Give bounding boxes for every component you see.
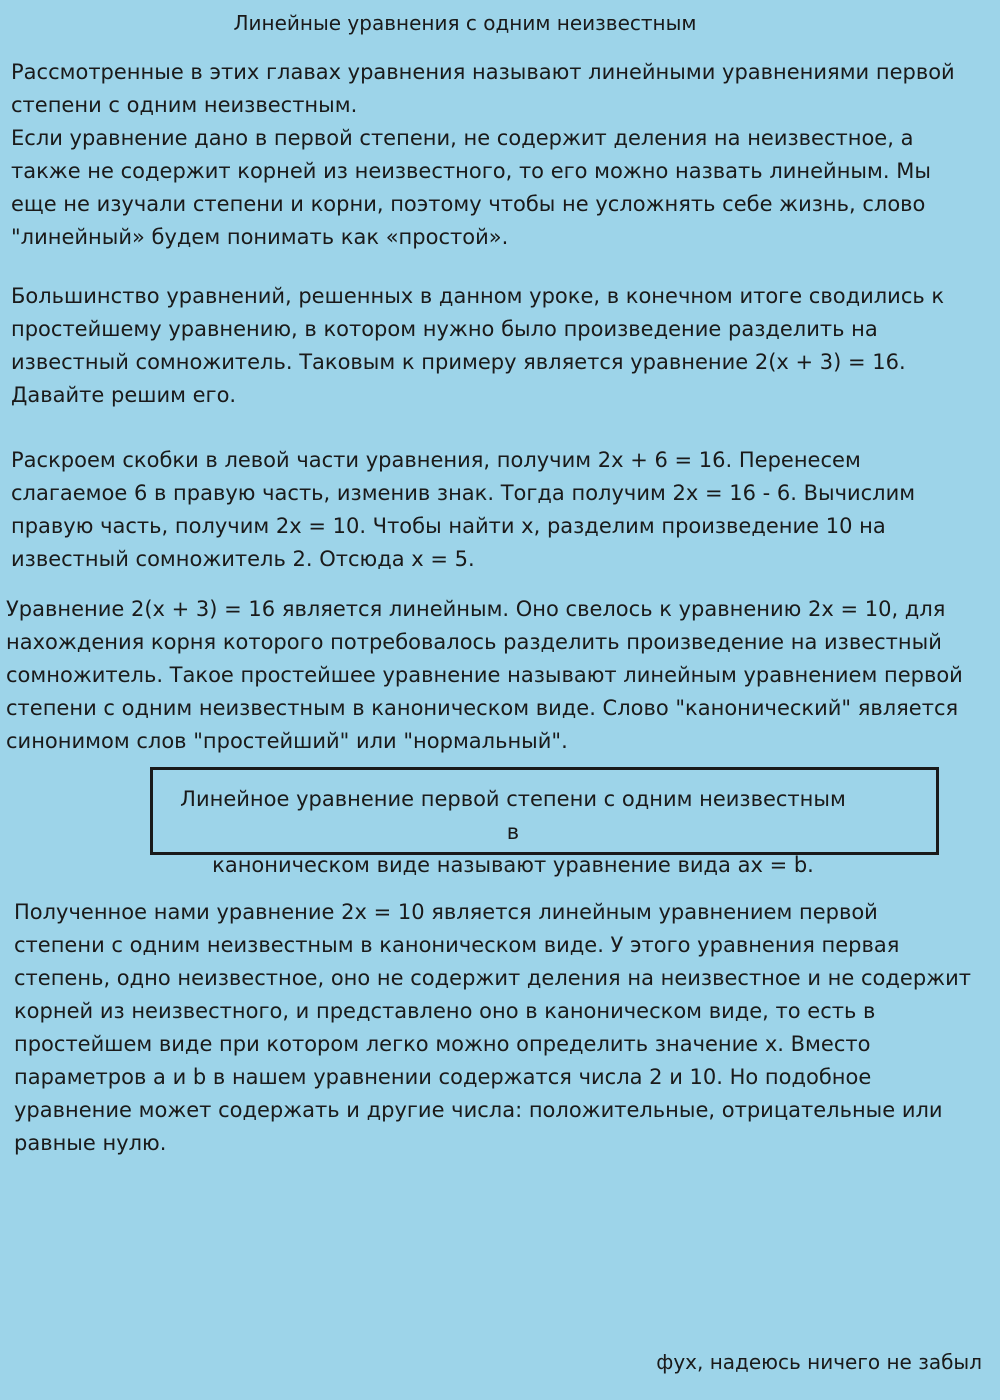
definition-box xyxy=(150,767,939,877)
definition-text: Линейное уравнение первой степени с одним неизвестным в каноническом виде называют уравнение вида ax = b. xyxy=(180,787,846,877)
paragraph-intro: Рассмотренные в этих главах уравнения называют линейными уравнениями первой степени с одним неизвестным. Если уравнение дано в первой степени, не содержит деления на неизвестное, а также не содержит корней из неизвестного, то его можно назвать линейным. Мы еще не изучали степени и корни, поэтому чтобы не усложнять себе жизнь, слово "линейный» будем понимать как «простой». xyxy=(11,60,955,249)
paragraph-conclusion: Полученное нами уравнение 2x = 10 является линейным уравнением первой степени с одним неизвестным в каноническом виде. У этого уравнения первая степень, одно неизвестное, оно не содержит деления на неизвестное и не содержит корней из неизвестного, и представлено оно в каноническом виде, то есть в простейшем виде при котором легко можно определить значение x. Вместо параметров a и b в нашем уравнении содержатся числа 2 и 10. Но подобное уравнение может содержать и другие числа: положительные, отрицательные или равные нулю. xyxy=(14,900,971,1155)
footer-note: фух, надеюсь ничего не забыл xyxy=(656,1350,982,1374)
paragraph-solution: Раскроем скобки в левой части уравнения, получим 2x + 6 = 16. Перенесем слагаемое 6 в правую часть, изменив знак. Тогда получим 2x = 16 - 6. Вычислим правую часть, получим 2x = 10. Чтобы найти x, разделим произведение 10 на известный сомножитель 2. Отсюда x = 5. xyxy=(11,448,916,571)
paragraph-example: Большинство уравнений, решенных в данном уроке, в конечном итоге сводились к простейшему уравнению, в котором нужно было произведение разделить на известный сомножитель. Таковым к примеру является уравнение 2(x + 3) = 16. Давайте решим его. xyxy=(11,284,945,407)
paragraph-canonical: Уравнение 2(x + 3) = 16 является линейным. Оно свелось к уравнению 2x = 10, для нахождения корня которого потребовалось разделить произведение на известный сомножитель. Такое простейшее уравнение называют линейным уравнением первой степени с одним неизвестным в каноническом виде. Слово "канонический" является синонимом слов "простейший" или "нормальный". xyxy=(6,597,963,753)
page-title: Линейные уравнения с одним неизвестным xyxy=(233,11,697,35)
